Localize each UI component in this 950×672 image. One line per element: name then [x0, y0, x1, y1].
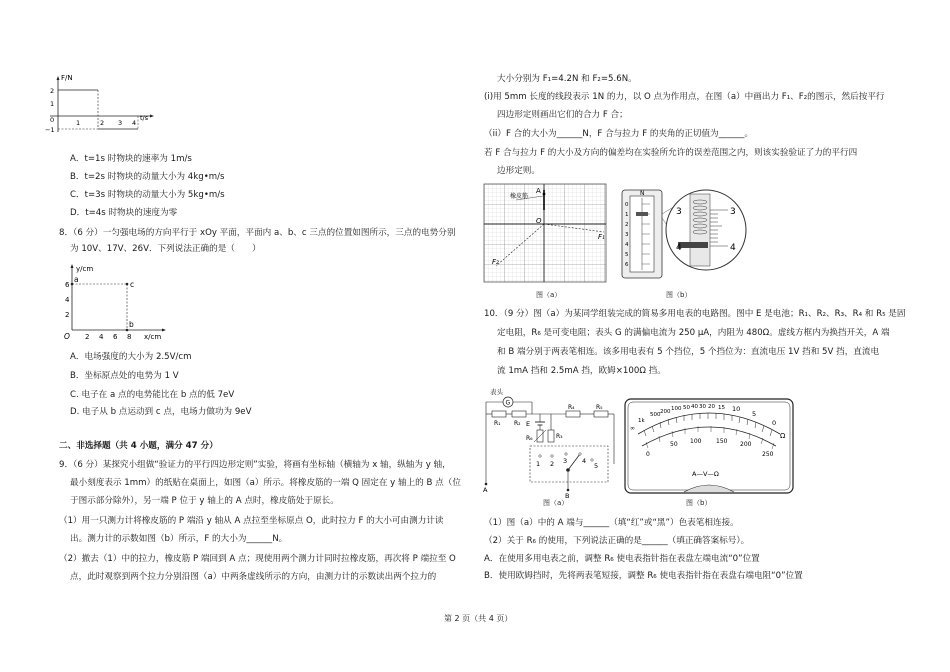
fig9a-label-a: A [536, 187, 541, 195]
resistor-r5 [594, 411, 608, 417]
ft-x-label: t/s [140, 114, 149, 122]
fig10b-meter-dial [624, 398, 796, 496]
fig9a-label-rubber: 橡皮筋 [510, 193, 529, 200]
switch-pos: 5 [594, 462, 599, 470]
q10-sub: （1）图（a）中的 A 端与______（填“红”或“黑”）色表笔相连接。 [484, 518, 739, 528]
ohm-scale-label: 500 [650, 412, 661, 418]
dc-scale-label: 200 [740, 441, 752, 448]
ft-xtick: 2 [100, 119, 105, 127]
ohm-scale-label: 100 [671, 406, 682, 412]
q10-line: 和 B 端分别于两表笔相连。该多用电表有 5 个挡位，5 个挡位为：直流电压 1V 挡和 5V 挡，直流电 [497, 347, 880, 357]
scale-tick: 5 [625, 252, 629, 258]
ft-xtick: 1 [76, 119, 81, 127]
dc-scale-label: 100 [690, 438, 702, 445]
ft-xtick: 3 [118, 119, 123, 127]
switch-pos: 2 [550, 460, 555, 468]
xy-xtick: 8 [127, 333, 132, 341]
q8-option-c: C. 电子在 a 点的电势能比在 b 点的低 7eV [70, 390, 235, 400]
fig9a-label-f1: F₁ [598, 233, 605, 241]
xy-x-label: x/cm [144, 333, 162, 341]
point-a [71, 283, 74, 286]
ohm-scale-label: 10 [732, 405, 741, 413]
meter-label: A—V—Ω [692, 470, 719, 478]
q10-sub: B．使用欧姆挡时，先将两表笔短接，调整 R₆ 使电表指针指在表盘右端电阻“0”位置 [484, 571, 803, 581]
point-b-label: b [129, 320, 134, 329]
label-head: 表头 [490, 388, 503, 396]
point-b [126, 329, 129, 332]
q10-sub: （2）关于 R₆ 的使用，下列说法正确的是______（填正确答案标号）。 [484, 536, 750, 546]
ohm-symbol: Ω [780, 432, 786, 440]
q9-cont-line: 四边形定则画出它们的合力 F 合； [497, 110, 628, 120]
xy-xtick: 2 [85, 333, 90, 341]
xy-origin: O [64, 332, 70, 341]
q8-stem-line1: 8．（6 分）一匀强电场的方向平行于 xOy 平面，平面内 a、b、c 三点的位置如图所示，三点的电势分别 [59, 228, 456, 238]
ft-ytick: 1 [50, 100, 55, 108]
xy-xtick: 6 [113, 333, 118, 341]
zoom-tick-left: 4 [676, 243, 682, 253]
ohm-scale-label: ∞ [630, 425, 635, 432]
point-a-label: a [74, 275, 79, 284]
resistor-r3 [548, 430, 554, 442]
q9-cont-line: （ii）F 合的大小为______N，F 合与拉力 F 的夹角的正切值为______。 [484, 129, 753, 139]
scale-tick: 1 [625, 212, 629, 218]
q9-line: 于图示部分除外），另一端 P 位于 y 轴上的 A 点时，橡皮筋处于原长。 [70, 496, 339, 506]
label-r5: R₅ [596, 404, 603, 411]
fig9a-label-f2: F₂ [492, 258, 499, 266]
point-c [126, 283, 129, 286]
label-e: E [526, 420, 531, 428]
label-r2: R₂ [514, 420, 521, 427]
fig10b-caption: 图（b） [686, 499, 712, 507]
fig9a-label-o: O [536, 217, 542, 225]
zoom-tick: 3 [730, 207, 736, 217]
ft-ytick: 0 [50, 116, 55, 124]
ohm-scale-label: 30 [699, 404, 706, 410]
q9-line: 点，此时观察到两个拉力分别沿图（a）中两条虚线所示的方向，由测力计的示数读出两个拉力的 [70, 572, 437, 582]
q9-line: 最小刻度表示 1mm）的纸贴在桌面上，如图（a）所示。将橡皮筋的一端 Q 固定在 y 轴上的 B 点（位 [70, 478, 461, 488]
label-r3: R₃ [556, 433, 563, 440]
scale-tick: 3 [625, 232, 629, 238]
scale-tick: 2 [625, 222, 629, 228]
resistor-r2 [512, 411, 526, 417]
dc-scale-label: 0 [646, 451, 650, 458]
xy-ytick: 2 [65, 311, 70, 319]
xy-ytick: 4 [65, 296, 70, 304]
q9-line: 9．（6 分）某探究小组做“验证力的平行四边形定则”实验，将画有坐标轴（横轴为 x 轴，纵轴为 y 轴， [59, 460, 451, 470]
q8-option-a: A．电场强度的大小为 2.5V/cm [70, 352, 192, 362]
xy-xtick: 4 [99, 333, 104, 341]
ft-ytick: 2 [50, 87, 55, 95]
ohm-scale-label: 50 [683, 405, 690, 411]
ohm-scale-label: 1k [638, 418, 645, 424]
fig9a-grid [484, 184, 610, 284]
resistor-r1 [492, 411, 506, 417]
q9-line: （2）撤去（1）中的拉力，橡皮筋 P 端回到 A 点；现使用两个测力计同时拉橡皮筋，再次将 P 端拉至 O [59, 554, 456, 564]
scale-tick: 6 [625, 262, 629, 268]
fig10a-circuit [480, 386, 620, 504]
q10-line: 流 1mA 挡和 2.5mA 挡，欧姆×100Ω 挡。 [497, 366, 666, 376]
xy-graph [58, 262, 168, 340]
label-r4: R₄ [568, 404, 575, 411]
ft-ytick: −1 [45, 126, 55, 134]
q7-option-d: D．t=4s 时物块的速度为零 [70, 208, 178, 218]
ohm-scale-label: 20 [708, 404, 715, 410]
ohm-scale-label: 15 [718, 405, 725, 411]
switch-pos: 1 [536, 460, 541, 468]
q9-cont-line: (i)用 5mm 长度的线段表示 1N 的力，以 O 点为作用点，在图（a）中画出力 F₁、F₂的图示，然后按平行 [484, 92, 885, 102]
q9-cont-line: 大小分别为 F₁=4.2N 和 F₂=5.6N。 [497, 74, 637, 84]
q9-line: （1）用一只测力计将橡皮筋的 P 端沿 y 轴从 A 点拉至坐标原点 O，此时拉力 F 的大小可由测力计读 [59, 516, 444, 526]
dc-scale-label: 250 [762, 451, 774, 458]
zoom-tick-left: 3 [676, 207, 682, 217]
dc-scale-label: 50 [670, 441, 678, 448]
dc-scale-label: 150 [716, 438, 728, 445]
fig10a-caption: 图（a） [543, 499, 569, 507]
switch-pos: 3 [563, 457, 568, 465]
ohm-scale-label: 40 [691, 404, 698, 410]
q8-stem-line2: 为 10V、17V、26V．下列说法正确的是（ ） [70, 244, 261, 254]
q9-cont-line: 若 F 合与拉力 F 的大小及方向的偏差均在实验所允许的误差范围之内，则该实验验证了力的平行四 [484, 148, 858, 158]
ohm-scale-label: 5 [752, 410, 757, 418]
section-2-title: 二、非选择题（共 4 小题，满分 47 分） [59, 441, 218, 451]
label-a: A [483, 486, 488, 494]
q8-option-d: D. 电子从 b 点运动到 c 点，电场力做功为 9eV [70, 407, 252, 417]
q10-sub: A．在使用多用电表之前，调整 R₆ 使电表指针指在表盘左端电流“0”位置 [484, 554, 760, 564]
xy-ytick: 6 [65, 281, 70, 289]
scale-unit: N [640, 190, 645, 197]
q10-line: 定电阻，R₆ 是可变电阻；表头 G 的满偏电流为 250 μA，内阻为 480Ω。虚线方框内为换挡开关，A 端 [497, 328, 890, 338]
scale-tick: 4 [625, 242, 629, 248]
ft-y-label: F/N [61, 74, 73, 82]
fig9b-spring-scale [618, 184, 750, 288]
point-c-label: c [130, 280, 135, 289]
xy-y-label: y/cm [76, 265, 94, 273]
q7-option-b: B．t=2s 时物块的动量大小为 4kg•m/s [70, 172, 225, 182]
q8-option-b: B．坐标原点处的电势为 1 V [70, 371, 179, 381]
q9-cont-line: 边形定则。 [497, 166, 540, 176]
page-footer: 第 2 页（共 4 页） [444, 614, 513, 623]
fig9b-caption: 图（b） [666, 291, 692, 299]
q9-line: 出。测力计的示数如图（b）所示，F 的大小为______N。 [70, 534, 288, 544]
fig9a-caption: 图（a） [536, 291, 562, 299]
q10-line: 10．（9 分）图（a）为某同学组装完成的简易多用电表的电路图。图中 E 是电池；R₁、R₂、R₃、R₄ 和 R₅ 是固 [484, 309, 906, 319]
ft-xtick: 4 [132, 119, 137, 127]
switch-pos: 4 [582, 457, 587, 465]
q7-option-a: A．t=1s 时物块的速率为 1m/s [70, 154, 192, 164]
label-b: B [565, 492, 570, 500]
resistor-r4 [566, 411, 580, 417]
label-g: G [505, 399, 511, 407]
label-r1: R₁ [494, 420, 501, 427]
ft-graph [38, 74, 158, 136]
scale-tick: 0 [625, 202, 629, 208]
ohm-scale-label: 0 [772, 419, 777, 427]
label-r6: R₆ [526, 435, 533, 442]
zoom-tick: 4 [730, 243, 736, 253]
ohm-scale-label: 200 [660, 409, 671, 415]
q7-option-c: C．t=3s 时物块的动量大小为 5kg•m/s [70, 190, 225, 200]
